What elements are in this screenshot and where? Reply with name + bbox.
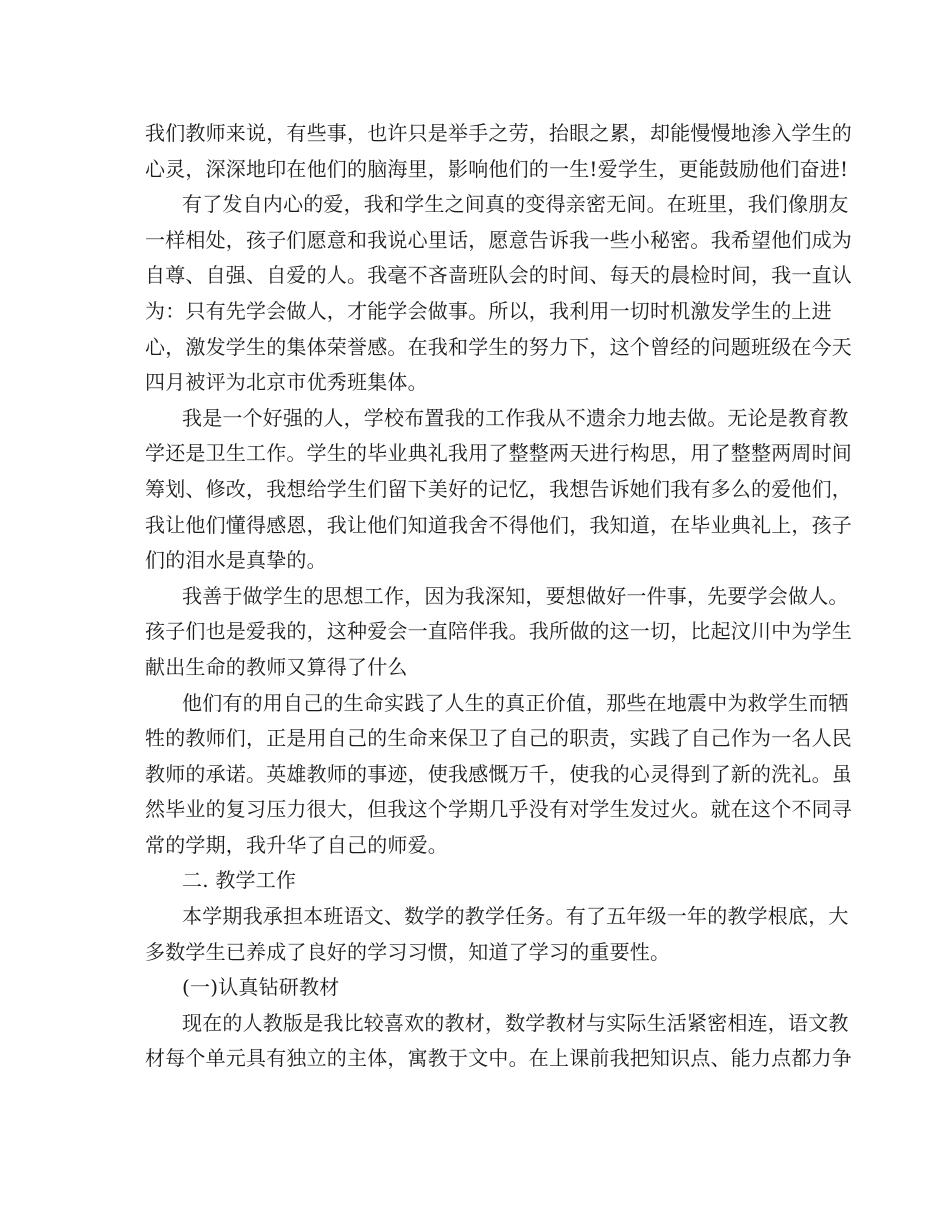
text-line: 心，激发学生的集体荣誉感。在我和学生的努力下，这个曾经的问题班级在今天 [145,334,852,359]
paragraph-start-line: 本学期我承担本班语文、数学的教学任务。有了五年级一年的教学根底，大 [182,904,849,929]
text-line: 们的泪水是真挚的。 [145,548,327,573]
text-line: 然毕业的复习压力很大，但我这个学期几乎没有对学生发过火。就在这个不同寻 [145,797,852,822]
text-line: 材每个单元具有独立的主体，寓教于文中。在上课前我把知识点、能力点都力争 [145,1046,852,1071]
paragraph-start-line: 有了发自内心的爱，我和学生之间真的变得亲密无间。在班里，我们像朋友 [182,192,849,217]
text-line: 为：只有先学会做人，才能学会做事。所以，我利用一切时机激发学生的上进 [145,298,832,323]
text-line: 四月被评为北京市优秀班集体。 [145,370,428,395]
text-line: 我们教师来说，有些事，也许只是举手之劳，抬眼之累，却能慢慢地渗入学生的 [145,121,852,145]
text-line: 一样相处，孩子们愿意和我说心里话，愿意告诉我一些小秘密。我希望他们成为 [145,227,852,252]
subsection-heading: (一)认真钻研教材 [182,975,340,1000]
paragraph-start-line: 我善于做学生的思想工作，因为我深知，要想做好一件事，先要学会做人。 [182,583,849,608]
text-line: 学还是卫生工作。学生的毕业典礼我用了整整两天进行构思，用了整整两周时间 [145,441,852,466]
text-line: 筹划、修改，我想给学生们留下美好的记忆，我想告诉她们我有多么的爱他们， [145,476,852,501]
text-line: 牲的教师们，正是用自己的生命来保卫了自己的职责，实践了自己作为一名人民 [145,726,852,751]
section-heading: 二. 教学工作 [182,868,297,893]
text-line: 献出生命的教师又算得了什么 [145,654,408,679]
text-line: 孩子们也是爱我的，这种爱会一直陪伴我。我所做的这一切，比起汶川中为学生 [145,619,852,644]
text-line: 多数学生已养成了良好的学习习惯，知道了学习的重要性。 [145,939,671,964]
document-page [145,116,852,1077]
paragraph-start-line: 现在的人教版是我比较喜欢的教材，数学教材与实际生活紧密相连，语文教 [182,1010,849,1035]
paragraph-start-line: 我是一个好强的人，学校布置我的工作我从不遗余力地去做。无论是教育教 [182,405,849,430]
text-line: 自尊、自强、自爱的人。我毫不吝啬班队会的时间、每天的晨检时间，我一直认 [145,263,852,288]
text-line: 教师的承诺。英雄教师的事迹，使我感慨万千，使我的心灵得到了新的洗礼。虽 [145,761,852,786]
text-line: 心灵，深深地印在他们的脑海里，影响他们的一生!爱学生，更能鼓励他们奋进! [145,156,849,181]
text-line: 常的学期，我升华了自己的师爱。 [145,832,448,857]
text-line: 我让他们懂得感恩，我让他们知道我舍不得他们，我知道，在毕业典礼上，孩子 [145,512,852,537]
paragraph-start-line: 他们有的用自己的生命实践了人生的真正价值，那些在地震中为救学生而牺 [182,690,849,715]
